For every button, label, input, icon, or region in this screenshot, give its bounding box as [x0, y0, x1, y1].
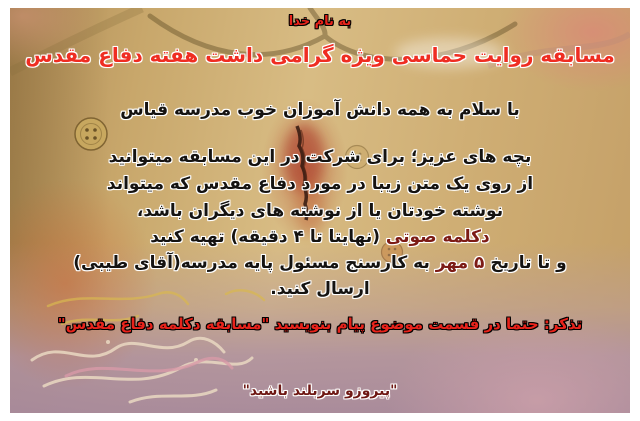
body-line-5-mid: به [407, 253, 436, 273]
body-line-1: بچه های عزیز؛ برای شرکت در این مسابقه میتوانید [108, 147, 532, 167]
body-line-4 [10, 227, 630, 247]
body-line-6: ارسال کنید. [270, 279, 370, 299]
deadline-date: ۵ مهر [435, 253, 485, 273]
poster-title: مسابقه روایت حماسی ویژه گرامی داشت هفته دفاع مقدس [25, 43, 615, 67]
body-line-2: از روی یک متن زیبا در مورد دفاع مقدس که میتواند [106, 174, 534, 194]
greeting-text: با سلام به همه دانش آموزان خوب مدرسه قیاس [120, 100, 520, 120]
highlight-voice-recitation: دکلمه صوتی [385, 227, 490, 247]
shirt-button-decoration [75, 118, 107, 150]
body-line-5-pre: و تا تاریخ [484, 253, 567, 273]
body-line-5-post: مسئول پایه مدرسه(آقای طیبی) [73, 253, 346, 273]
background-photo [10, 8, 630, 413]
app-name-karsanj: کارسنج [345, 253, 408, 273]
farewell-text: "پیروزو سربلند باشید" [242, 383, 398, 399]
bismillah-text: به نام خدا [288, 14, 352, 29]
body-line-5 [10, 253, 630, 273]
body-line-4-rest: (نهایتا تا ۴ دقیقه) تهیه کنید [150, 227, 386, 247]
note-text: تذکر: حتما در قسمت موضوع پیام بنویسید "مسابقه دکلمه دفاع مقدس" [57, 315, 583, 333]
body-line-3: نوشته خودتان یا از نوشته های دیگران باشد، [136, 201, 504, 221]
